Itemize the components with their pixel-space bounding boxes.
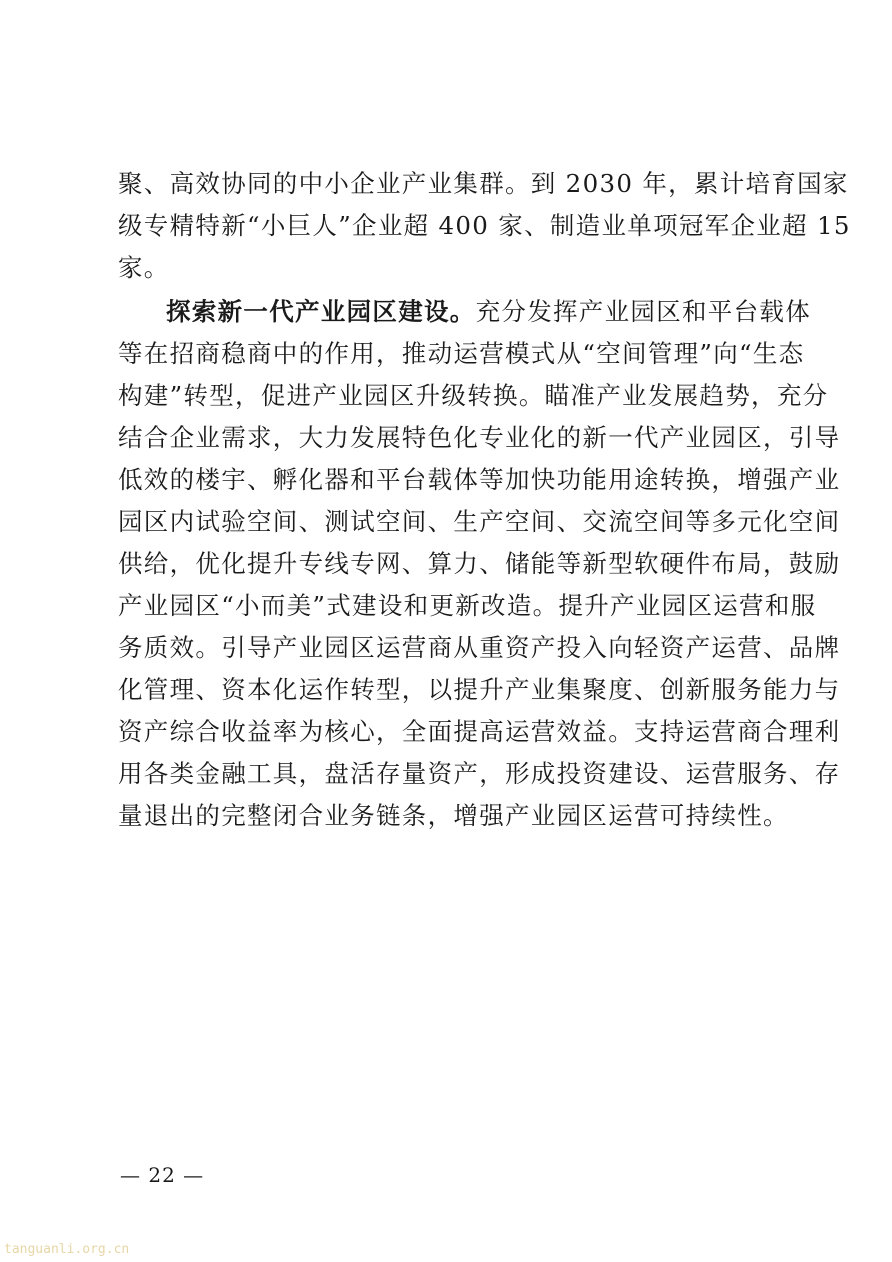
text-line-5: 等在招商稳商中的作用，推动运营模式从“空间管理”向“生态 — [118, 339, 805, 368]
watermark-text: tanguanli.org.cn — [4, 1242, 130, 1257]
text-line-10: 供给，优化提升专线专网、算力、储能等新型软硬件布局，鼓励 — [118, 549, 841, 578]
text-line-6: 构建”转型，促进产业园区升级转换。瞄准产业发展趋势，充分 — [118, 381, 829, 410]
text-line-3: 家。 — [118, 253, 170, 282]
paragraph-2-first-line — [166, 292, 812, 332]
text-line-11: 产业园区“小而美”式建设和更新改造。提升产业园区运营和服 — [118, 591, 817, 620]
text-line-12: 务质效。引导产业园区运营商从重资产投入向轻资产运营、品牌 — [118, 633, 841, 662]
page-number: — 22 — — [120, 1163, 205, 1187]
paragraph-2-first-line-text: 充分发挥产业园区和平台载体 — [475, 297, 812, 326]
text-line-15: 用各类金融工具，盘活存量资产，形成投资建设、运营服务、存 — [118, 759, 841, 788]
text-line-7: 结合企业需求，大力发展特色化专业化的新一代产业园区，引导 — [118, 423, 841, 452]
text-line-16: 量退出的完整闭合业务链条，增强产业园区运营可持续性。 — [118, 801, 789, 830]
text-line-9: 园区内试验空间、测试空间、生产空间、交流空间等多元化空间 — [118, 507, 841, 536]
paragraph-lead-heading: 探索新一代产业园区建设。 — [166, 297, 476, 326]
text-line-8: 低效的楼宇、孵化器和平台载体等加快功能用途转换，增强产业 — [118, 465, 841, 494]
text-line-1: 聚、高效协同的中小企业产业集群。到 2030 年，累计培育国家 — [118, 169, 849, 198]
text-line-2: 级专精特新“小巨人”企业超 400 家、制造业单项冠军企业超 15 — [118, 211, 851, 240]
text-line-14: 资产综合收益率为核心，全面提高运营效益。支持运营商合理利 — [118, 717, 841, 746]
text-line-13: 化管理、资本化运作转型，以提升产业集聚度、创新服务能力与 — [118, 675, 841, 704]
